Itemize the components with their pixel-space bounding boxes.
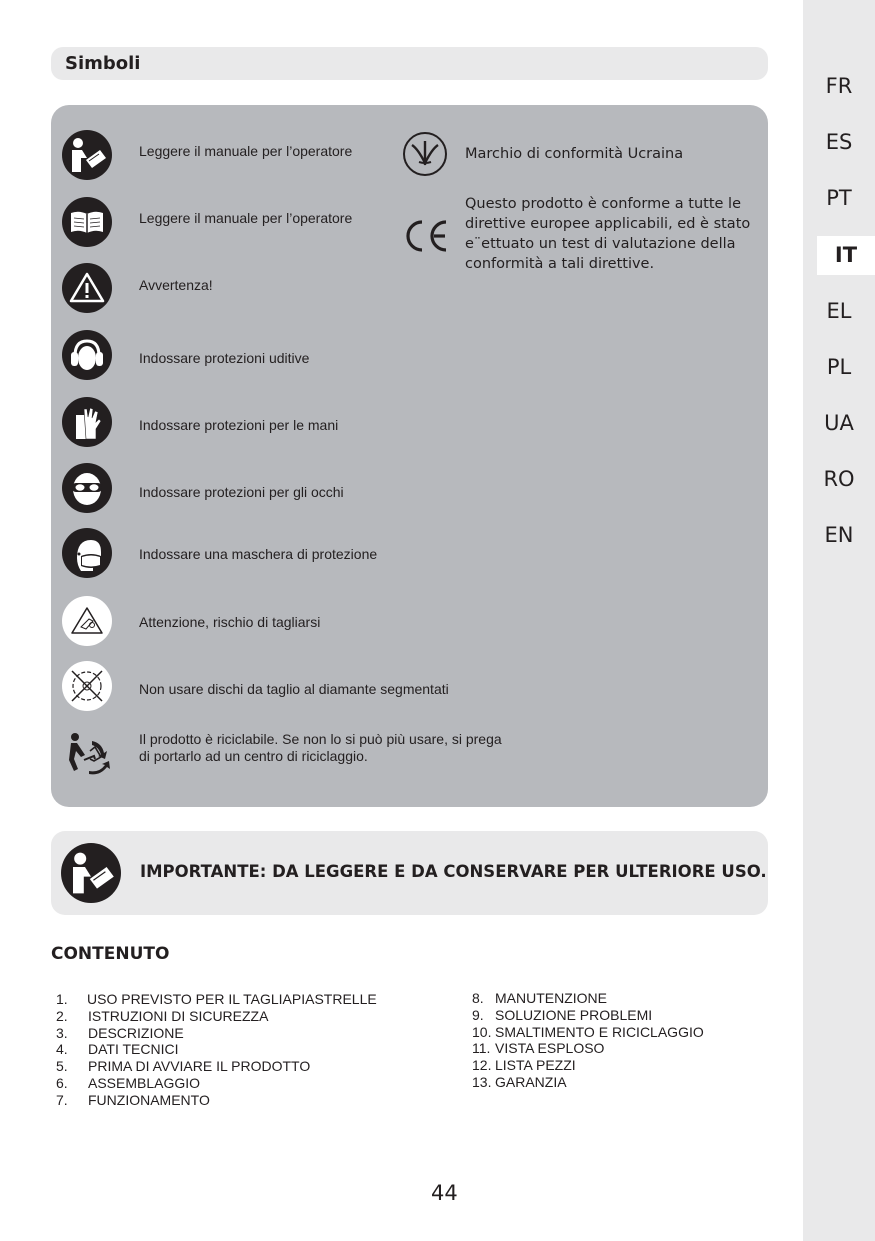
toc-label: GARANZIA (495, 1074, 567, 1090)
gloves-icon (62, 397, 112, 447)
ce-text-line: direttive europee applicabili, ed è stato (465, 216, 751, 232)
eye-protection-icon (62, 463, 112, 513)
toc-item (472, 1007, 653, 1023)
lang-tab-pt[interactable]: PT (826, 186, 852, 210)
lang-tab-fr[interactable]: FR (825, 74, 853, 98)
symbol-label: Indossare una maschera di protezione (139, 546, 378, 562)
mask-icon (62, 528, 112, 578)
toc-item (56, 1075, 201, 1091)
ear-protection-icon (62, 330, 112, 380)
ce-text-line: e¨ettuato un test di valutazione della (465, 236, 736, 252)
toc-number: 9. (472, 1007, 484, 1023)
toc-number: 3. (56, 1025, 68, 1041)
toc-label: ISTRUZIONI DI SICUREZZA (88, 1008, 269, 1024)
toc-number: 13. (472, 1074, 492, 1090)
no-segmented-disc-icon (62, 661, 112, 711)
toc-label: FUNZIONAMENTO (88, 1092, 210, 1108)
toc-item (472, 1040, 605, 1056)
toc-number: 4. (56, 1041, 68, 1057)
page-number: 44 (431, 1181, 458, 1205)
important-text: IMPORTANTE: DA LEGGERE E DA CONSERVARE PER ULTERIORE USO. (140, 862, 767, 881)
toc-label: MANUTENZIONE (495, 990, 607, 1006)
symbol-label: Leggere il manuale per l’operatore (139, 143, 353, 159)
toc-number: 8. (472, 990, 484, 1006)
toc-label: LISTA PEZZI (495, 1057, 576, 1073)
lang-tab-ua[interactable]: UA (824, 411, 854, 435)
toc-item (472, 990, 607, 1006)
toc-item (56, 1041, 179, 1057)
toc-label: ASSEMBLAGGIO (88, 1075, 201, 1091)
read-manual-icon (62, 130, 112, 180)
symbol-label: Indossare protezioni per gli occhi (139, 484, 344, 500)
ce-text-line: Questo prodotto è conforme a tutte le (465, 196, 742, 212)
language-sidebar (803, 0, 875, 1241)
toc-item (472, 1057, 576, 1073)
toc-number: 6. (56, 1075, 68, 1091)
contents-title: CONTENUTO (51, 944, 170, 964)
symbol-label: Leggere il manuale per l’operatore (139, 210, 353, 226)
toc-item (56, 1025, 184, 1041)
toc-item (56, 1058, 311, 1074)
symbol-label: Indossare protezioni per le mani (139, 417, 339, 433)
toc-item (56, 1092, 210, 1108)
toc-label: DATI TECNICI (88, 1041, 179, 1057)
ce-text-line: conformità a tali direttive. (465, 256, 655, 272)
recycle-icon (62, 727, 112, 777)
toc-number: 2. (56, 1008, 68, 1024)
toc-item (56, 1008, 269, 1024)
toc-item (56, 991, 377, 1007)
ukraine-mark-label: Marchio di conformità Ucraina (465, 146, 684, 162)
warning-icon (62, 263, 112, 313)
lang-tab-es[interactable]: ES (825, 130, 853, 154)
ukraine-conformity-icon (402, 131, 448, 177)
toc-number: 7. (56, 1092, 68, 1108)
read-manual-icon (61, 843, 121, 903)
symbol-label: Attenzione, rischio di tagliarsi (139, 614, 321, 630)
symbol-label: Il prodotto è riciclabile. Se non lo si può più usare, si prega di portarlo ad un centro di riciclaggio. (139, 731, 502, 764)
lang-tab-en[interactable]: EN (824, 523, 854, 547)
section-header (51, 47, 768, 80)
toc-number: 11. (472, 1040, 491, 1056)
toc-number: 1. (56, 991, 68, 1007)
toc-number: 12. (472, 1057, 492, 1073)
ce-mark-icon (402, 216, 452, 256)
toc-item (472, 1024, 704, 1040)
lang-tab-el[interactable]: EL (826, 299, 852, 323)
section-title: Simboli (65, 53, 141, 74)
toc-label: PRIMA DI AVVIARE IL PRODOTTO (88, 1058, 311, 1074)
symbol-label: Indossare protezioni uditive (139, 350, 310, 366)
toc-label: SOLUZIONE PROBLEMI (495, 1007, 653, 1023)
ce-mark-text (465, 194, 750, 274)
cut-hazard-icon (62, 596, 112, 646)
toc-number: 10. (472, 1024, 492, 1040)
toc-item (472, 1074, 567, 1090)
open-book-icon (62, 197, 112, 247)
lang-tab-pl[interactable]: PL (826, 355, 852, 379)
lang-tab-it[interactable]: IT (817, 236, 875, 275)
toc-label: USO PREVISTO PER IL TAGLIAPIASTRELLE (87, 991, 377, 1007)
symbol-label: Avvertenza! (139, 277, 213, 293)
symbol-label: Non usare dischi da taglio al diamante segmentati (139, 681, 449, 697)
toc-label: SMALTIMENTO E RICICLAGGIO (495, 1024, 704, 1040)
toc-label: VISTA ESPLOSO (495, 1040, 605, 1056)
toc-number: 5. (56, 1058, 68, 1074)
toc-label: DESCRIZIONE (88, 1025, 184, 1041)
lang-tab-ro[interactable]: RO (823, 467, 855, 491)
